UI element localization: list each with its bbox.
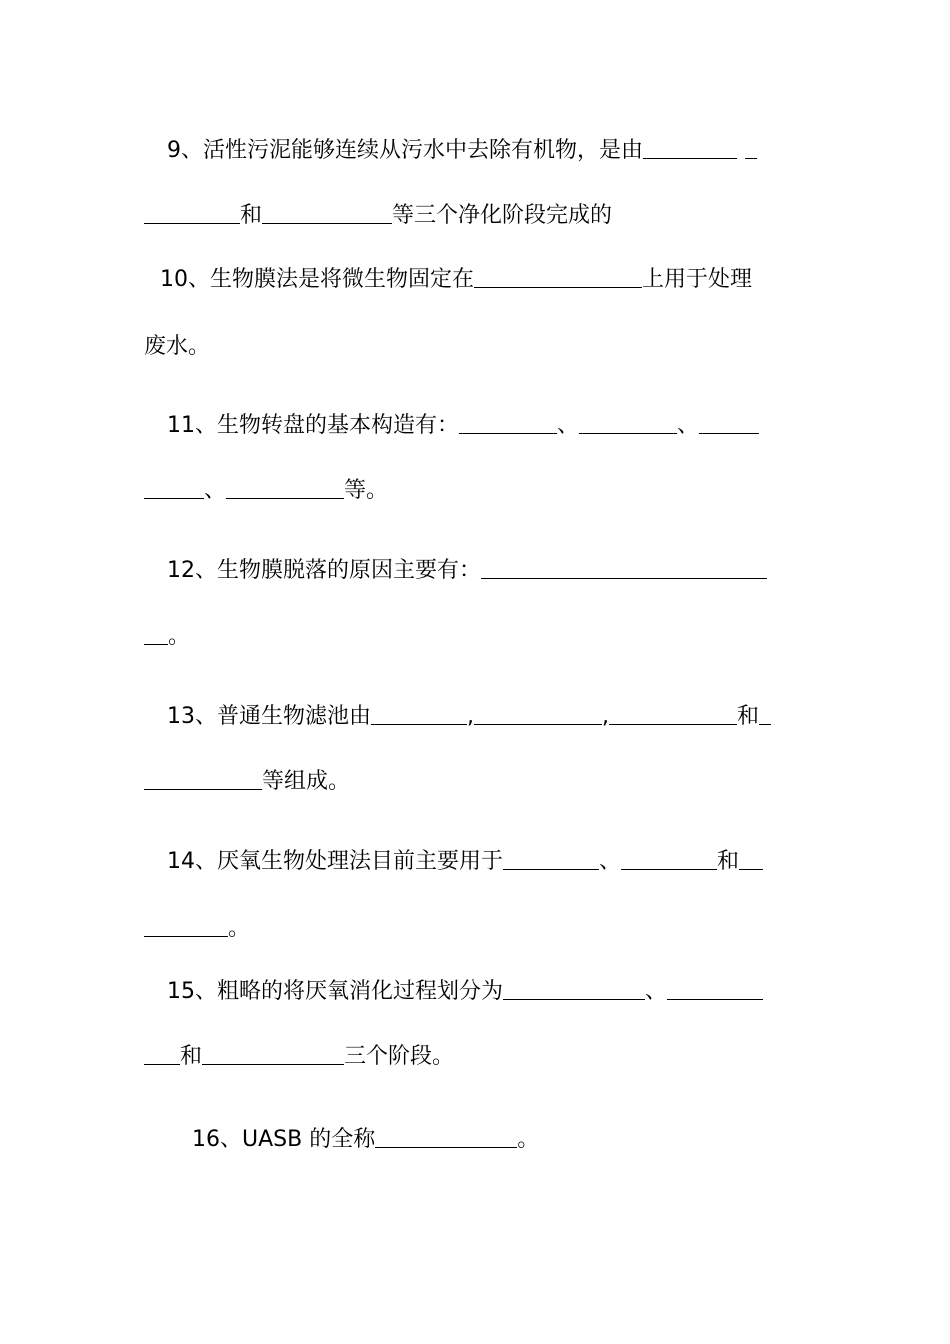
question-text: 、粗略的将厌氧消化过程划分为 [195, 979, 504, 1004]
question-text: 上用于处理 [642, 267, 753, 292]
question-text: 和 [717, 849, 740, 874]
question-text: 、生物转盘的基本构造有： [195, 413, 460, 438]
separator: 、 [645, 979, 668, 1004]
question-11-line-1 [167, 411, 759, 439]
question-9-line-2 [144, 201, 612, 229]
answer-blank[interactable] [739, 847, 763, 870]
question-text: 等三个净化阶段完成的 [392, 203, 613, 228]
question-text: 等组成。 [262, 769, 351, 794]
question-number: 13 [167, 704, 195, 729]
answer-blank[interactable] [375, 1125, 517, 1148]
question-11-line-2 [144, 476, 388, 504]
question-text: 和 [737, 704, 760, 729]
answer-blank[interactable] [202, 1042, 344, 1065]
answer-blank[interactable] [144, 476, 204, 499]
question-text: 三个阶段。 [344, 1044, 455, 1069]
question-text: 、活性污泥能够连续从污水中去除有机物，是由 [181, 138, 644, 163]
question-text: 。 [517, 1127, 540, 1152]
answer-blank[interactable] [609, 702, 737, 725]
answer-blank[interactable] [667, 977, 763, 1000]
answer-blank[interactable] [643, 136, 737, 159]
question-13-line-2 [144, 767, 350, 795]
separator: 、 [599, 849, 622, 874]
answer-blank[interactable] [144, 767, 262, 790]
question-number: 16 [192, 1127, 220, 1152]
question-16-line-1 [192, 1125, 539, 1153]
answer-blank[interactable] [503, 977, 645, 1000]
question-15-line-2 [144, 1042, 454, 1070]
answer-blank[interactable] [144, 1042, 180, 1065]
question-text: 和 [240, 203, 263, 228]
answer-blank[interactable] [459, 411, 557, 434]
question-number: 14 [167, 849, 195, 874]
question-9-line-1 [167, 136, 757, 164]
answer-blank[interactable] [579, 411, 677, 434]
question-number: 11 [167, 413, 195, 438]
question-text: 等。 [344, 478, 389, 503]
question-text: 。 [168, 624, 191, 649]
question-text: 、厌氧生物处理法目前主要用于 [195, 849, 504, 874]
question-number: 10 [160, 267, 188, 292]
separator: 、 [677, 413, 700, 438]
question-12-line-2 [144, 622, 190, 650]
answer-blank[interactable] [226, 476, 344, 499]
answer-blank[interactable] [759, 702, 771, 725]
question-number: 15 [167, 979, 195, 1004]
question-text: 和 [180, 1044, 203, 1069]
separator: , [467, 704, 475, 729]
question-10-line-2 [144, 333, 210, 361]
question-text: 、普通生物滤池由 [195, 704, 372, 729]
question-text: 。 [228, 916, 251, 941]
separator: 、 [557, 413, 580, 438]
answer-blank[interactable] [262, 201, 392, 224]
answer-blank[interactable] [481, 556, 767, 579]
question-10-line-1 [160, 265, 752, 293]
separator: 、 [204, 478, 227, 503]
question-text: 、UASB 的全称 [220, 1127, 376, 1152]
answer-blank[interactable] [144, 622, 168, 645]
question-text: 、生物膜脱落的原因主要有： [195, 558, 482, 583]
answer-blank[interactable] [745, 136, 757, 159]
answer-blank[interactable] [474, 265, 642, 288]
question-13-line-1 [167, 702, 771, 730]
question-15-line-1 [167, 977, 763, 1005]
answer-blank[interactable] [144, 914, 228, 937]
question-number: 12 [167, 558, 195, 583]
question-12-line-1 [167, 556, 767, 584]
answer-blank[interactable] [144, 201, 240, 224]
answer-blank[interactable] [699, 411, 759, 434]
question-text: 、生物膜法是将微生物固定在 [188, 267, 475, 292]
answer-blank[interactable] [621, 847, 717, 870]
question-number: 9 [167, 138, 181, 163]
answer-blank[interactable] [474, 702, 602, 725]
answer-blank[interactable] [371, 702, 467, 725]
question-14-line-1 [167, 847, 763, 875]
answer-blank[interactable] [503, 847, 599, 870]
separator: , [602, 704, 610, 729]
question-14-line-2 [144, 914, 250, 942]
question-text: 废水。 [144, 334, 211, 359]
